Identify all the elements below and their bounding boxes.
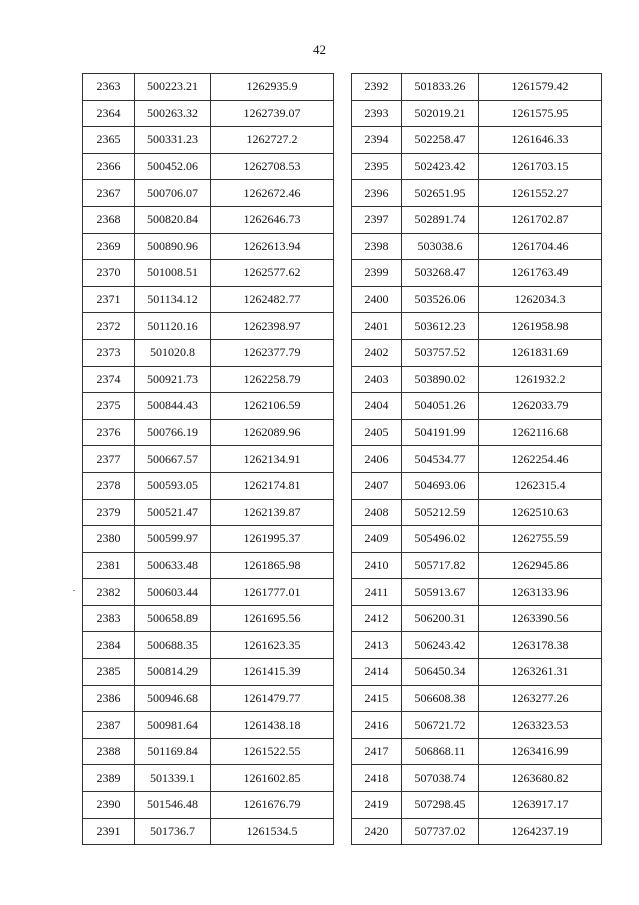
x-coordinate-cell: 500593.05 [135, 472, 211, 499]
point-number-cell: 2390 [83, 792, 135, 819]
y-coordinate-cell: 1261479.77 [211, 685, 334, 712]
point-number-cell: 2410 [352, 552, 402, 579]
table-row [83, 233, 334, 260]
x-coordinate-cell: 506608.38 [402, 685, 479, 712]
y-coordinate-cell: 1262139.87 [211, 499, 334, 526]
table-row [83, 499, 334, 526]
table-row [83, 286, 334, 313]
point-number-cell: 2396 [352, 180, 402, 207]
y-coordinate-cell: 1261695.56 [211, 605, 334, 632]
table-row [83, 765, 334, 792]
point-number-cell: 2383 [83, 605, 135, 632]
table-row [83, 339, 334, 366]
x-coordinate-cell: 501008.51 [135, 260, 211, 287]
y-coordinate-cell: 1262727.2 [211, 127, 334, 154]
point-number-cell: 2399 [352, 260, 402, 287]
y-coordinate-cell: 1263416.99 [479, 738, 602, 765]
y-coordinate-cell: 1261602.85 [211, 765, 334, 792]
y-coordinate-cell: 1262033.79 [479, 393, 602, 420]
table-row [83, 393, 334, 420]
x-coordinate-cell: 501339.1 [135, 765, 211, 792]
y-coordinate-cell: 1263178.38 [479, 632, 602, 659]
x-coordinate-cell: 502891.74 [402, 206, 479, 233]
x-coordinate-cell: 502258.47 [402, 127, 479, 154]
y-coordinate-cell: 1262646.73 [211, 206, 334, 233]
x-coordinate-cell: 503890.02 [402, 366, 479, 393]
point-number-cell: 2380 [83, 526, 135, 553]
y-coordinate-cell: 1261831.69 [479, 339, 602, 366]
table-row [83, 472, 334, 499]
x-coordinate-cell: 506721.72 [402, 712, 479, 739]
table-row [83, 313, 334, 340]
y-coordinate-cell: 1262739.07 [211, 100, 334, 127]
x-coordinate-cell: 500599.97 [135, 526, 211, 553]
table-row [83, 153, 334, 180]
table-row [352, 472, 602, 499]
x-coordinate-cell: 506243.42 [402, 632, 479, 659]
y-coordinate-cell: 1261703.15 [479, 153, 602, 180]
x-coordinate-cell: 507737.02 [402, 818, 479, 845]
x-coordinate-cell: 500521.47 [135, 499, 211, 526]
table-row [352, 818, 602, 845]
x-coordinate-cell: 506200.31 [402, 605, 479, 632]
y-coordinate-cell: 1261534.5 [211, 818, 334, 845]
table-row [352, 446, 602, 473]
x-coordinate-cell: 505913.67 [402, 579, 479, 606]
y-coordinate-cell: 1261777.01 [211, 579, 334, 606]
x-coordinate-cell: 500946.68 [135, 685, 211, 712]
y-coordinate-cell: 1261579.42 [479, 74, 602, 101]
y-coordinate-cell: 1261865.98 [211, 552, 334, 579]
point-number-cell: 2385 [83, 659, 135, 686]
point-number-cell: 2406 [352, 446, 402, 473]
x-coordinate-cell: 506868.11 [402, 738, 479, 765]
x-coordinate-cell: 501833.26 [402, 74, 479, 101]
x-coordinate-cell: 503612.23 [402, 313, 479, 340]
x-coordinate-cell: 503757.52 [402, 339, 479, 366]
point-number-cell: 2397 [352, 206, 402, 233]
x-coordinate-cell: 505212.59 [402, 499, 479, 526]
point-number-cell: 2391 [83, 818, 135, 845]
x-coordinate-cell: 502019.21 [402, 100, 479, 127]
table-row [352, 552, 602, 579]
table-row [83, 526, 334, 553]
point-number-cell: 2377 [83, 446, 135, 473]
x-coordinate-cell: 500921.73 [135, 366, 211, 393]
y-coordinate-cell: 1262613.94 [211, 233, 334, 260]
y-coordinate-cell: 1262089.96 [211, 419, 334, 446]
point-number-cell: 2411 [352, 579, 402, 606]
table-row [352, 792, 602, 819]
point-number-cell: 2398 [352, 233, 402, 260]
x-coordinate-cell: 504693.06 [402, 472, 479, 499]
table-row [352, 712, 602, 739]
y-coordinate-cell: 1263390.56 [479, 605, 602, 632]
point-number-cell: 2371 [83, 286, 135, 313]
point-number-cell: 2363 [83, 74, 135, 101]
y-coordinate-cell: 1261415.39 [211, 659, 334, 686]
point-number-cell: 2367 [83, 180, 135, 207]
point-number-cell: 2364 [83, 100, 135, 127]
point-number-cell: 2394 [352, 127, 402, 154]
x-coordinate-cell: 504051.26 [402, 393, 479, 420]
x-coordinate-cell: 500844.43 [135, 393, 211, 420]
point-number-cell: 2402 [352, 339, 402, 366]
point-number-cell: 2392 [352, 74, 402, 101]
x-coordinate-cell: 506450.34 [402, 659, 479, 686]
table-row [83, 260, 334, 287]
y-coordinate-cell: 1261623.35 [211, 632, 334, 659]
table-row [83, 446, 334, 473]
point-number-cell: 2388 [83, 738, 135, 765]
x-coordinate-cell: 505717.82 [402, 552, 479, 579]
point-number-cell: 2382 [83, 579, 135, 606]
point-number-cell: 2376 [83, 419, 135, 446]
x-coordinate-cell: 501546.48 [135, 792, 211, 819]
x-coordinate-cell: 500688.35 [135, 632, 211, 659]
y-coordinate-cell: 1261932.2 [479, 366, 602, 393]
y-coordinate-cell: 1262377.79 [211, 339, 334, 366]
x-coordinate-cell: 501736.7 [135, 818, 211, 845]
y-coordinate-cell: 1261522.55 [211, 738, 334, 765]
point-number-cell: 2407 [352, 472, 402, 499]
x-coordinate-cell: 500981.64 [135, 712, 211, 739]
coordinate-table-left [82, 73, 334, 845]
table-row [83, 206, 334, 233]
y-coordinate-cell: 1261552.27 [479, 180, 602, 207]
table-row [352, 499, 602, 526]
point-number-cell: 2419 [352, 792, 402, 819]
y-coordinate-cell: 1262510.63 [479, 499, 602, 526]
point-number-cell: 2400 [352, 286, 402, 313]
table-row [352, 765, 602, 792]
point-number-cell: 2365 [83, 127, 135, 154]
table-row [352, 393, 602, 420]
y-coordinate-cell: 1263323.53 [479, 712, 602, 739]
table-row [352, 685, 602, 712]
point-number-cell: 2379 [83, 499, 135, 526]
point-number-cell: 2408 [352, 499, 402, 526]
y-coordinate-cell: 1261763.49 [479, 260, 602, 287]
y-coordinate-cell: 1262034.3 [479, 286, 602, 313]
x-coordinate-cell: 500658.89 [135, 605, 211, 632]
table-row [352, 74, 602, 101]
point-number-cell: 2418 [352, 765, 402, 792]
y-coordinate-cell: 1261646.33 [479, 127, 602, 154]
y-coordinate-cell: 1262106.59 [211, 393, 334, 420]
table-row [352, 659, 602, 686]
y-coordinate-cell: 1261995.37 [211, 526, 334, 553]
point-number-cell: 2403 [352, 366, 402, 393]
point-number-cell: 2372 [83, 313, 135, 340]
x-coordinate-cell: 500814.29 [135, 659, 211, 686]
point-number-cell: 2386 [83, 685, 135, 712]
table-row [352, 233, 602, 260]
table-row [352, 366, 602, 393]
table-row [83, 180, 334, 207]
table-row [352, 526, 602, 553]
y-coordinate-cell: 1263133.96 [479, 579, 602, 606]
x-coordinate-cell: 500331.23 [135, 127, 211, 154]
page-number: 42 [313, 42, 326, 57]
table-row [352, 605, 602, 632]
x-coordinate-cell: 504191.99 [402, 419, 479, 446]
y-coordinate-cell: 1262258.79 [211, 366, 334, 393]
point-number-cell: 2401 [352, 313, 402, 340]
y-coordinate-cell: 1262482.77 [211, 286, 334, 313]
table-row [352, 180, 602, 207]
point-number-cell: 2384 [83, 632, 135, 659]
x-coordinate-cell: 500603.44 [135, 579, 211, 606]
x-coordinate-cell: 503038.6 [402, 233, 479, 260]
point-number-cell: 2416 [352, 712, 402, 739]
x-coordinate-cell: 501169.84 [135, 738, 211, 765]
y-coordinate-cell: 1262398.97 [211, 313, 334, 340]
y-coordinate-cell: 1261438.18 [211, 712, 334, 739]
table-row [352, 579, 602, 606]
point-number-cell: 2409 [352, 526, 402, 553]
x-coordinate-cell: 503268.47 [402, 260, 479, 287]
table-row [83, 632, 334, 659]
table-row [83, 366, 334, 393]
x-coordinate-cell: 500223.21 [135, 74, 211, 101]
point-number-cell: 2393 [352, 100, 402, 127]
point-number-cell: 2395 [352, 153, 402, 180]
table-row [352, 153, 602, 180]
table-row [83, 605, 334, 632]
point-number-cell: 2381 [83, 552, 135, 579]
scan-speck [73, 590, 75, 591]
x-coordinate-cell: 505496.02 [402, 526, 479, 553]
x-coordinate-cell: 501020.8 [135, 339, 211, 366]
table-row [352, 738, 602, 765]
y-coordinate-cell: 1262116.68 [479, 419, 602, 446]
table-row [83, 127, 334, 154]
table-row [352, 286, 602, 313]
y-coordinate-cell: 1262315.4 [479, 472, 602, 499]
y-coordinate-cell: 1262708.53 [211, 153, 334, 180]
point-number-cell: 2387 [83, 712, 135, 739]
y-coordinate-cell: 1263277.26 [479, 685, 602, 712]
point-number-cell: 2417 [352, 738, 402, 765]
x-coordinate-cell: 502423.42 [402, 153, 479, 180]
y-coordinate-cell: 1262134.91 [211, 446, 334, 473]
x-coordinate-cell: 500706.07 [135, 180, 211, 207]
y-coordinate-cell: 1264237.19 [479, 818, 602, 845]
y-coordinate-cell: 1263917.17 [479, 792, 602, 819]
point-number-cell: 2366 [83, 153, 135, 180]
point-number-cell: 2375 [83, 393, 135, 420]
point-number-cell: 2370 [83, 260, 135, 287]
point-number-cell: 2368 [83, 206, 135, 233]
table-row [352, 339, 602, 366]
table-row [83, 419, 334, 446]
x-coordinate-cell: 501120.16 [135, 313, 211, 340]
x-coordinate-cell: 503526.06 [402, 286, 479, 313]
point-number-cell: 2378 [83, 472, 135, 499]
table-row [83, 792, 334, 819]
table-row [83, 738, 334, 765]
table-row [352, 313, 602, 340]
table-row [83, 74, 334, 101]
x-coordinate-cell: 507038.74 [402, 765, 479, 792]
x-coordinate-cell: 500820.84 [135, 206, 211, 233]
x-coordinate-cell: 504534.77 [402, 446, 479, 473]
x-coordinate-cell: 502651.95 [402, 180, 479, 207]
x-coordinate-cell: 500667.57 [135, 446, 211, 473]
y-coordinate-cell: 1262174.81 [211, 472, 334, 499]
point-number-cell: 2405 [352, 419, 402, 446]
table-row [83, 685, 334, 712]
y-coordinate-cell: 1261575.95 [479, 100, 602, 127]
point-number-cell: 2414 [352, 659, 402, 686]
x-coordinate-cell: 501134.12 [135, 286, 211, 313]
y-coordinate-cell: 1261676.79 [211, 792, 334, 819]
table-row [352, 206, 602, 233]
point-number-cell: 2374 [83, 366, 135, 393]
y-coordinate-cell: 1261704.46 [479, 233, 602, 260]
x-coordinate-cell: 500633.48 [135, 552, 211, 579]
table-row [83, 712, 334, 739]
table-row [352, 260, 602, 287]
y-coordinate-cell: 1263680.82 [479, 765, 602, 792]
y-coordinate-cell: 1262935.9 [211, 74, 334, 101]
point-number-cell: 2413 [352, 632, 402, 659]
table-row [83, 659, 334, 686]
x-coordinate-cell: 500452.06 [135, 153, 211, 180]
coordinate-table-right-body [352, 74, 602, 845]
point-number-cell: 2420 [352, 818, 402, 845]
y-coordinate-cell: 1262672.46 [211, 180, 334, 207]
coordinate-table-left-body [83, 74, 334, 845]
x-coordinate-cell: 500890.96 [135, 233, 211, 260]
y-coordinate-cell: 1262577.62 [211, 260, 334, 287]
y-coordinate-cell: 1262755.59 [479, 526, 602, 553]
table-row [83, 579, 334, 606]
table-row [352, 632, 602, 659]
point-number-cell: 2369 [83, 233, 135, 260]
x-coordinate-cell: 507298.45 [402, 792, 479, 819]
point-number-cell: 2389 [83, 765, 135, 792]
table-row [83, 552, 334, 579]
y-coordinate-cell: 1262254.46 [479, 446, 602, 473]
x-coordinate-cell: 500766.19 [135, 419, 211, 446]
point-number-cell: 2415 [352, 685, 402, 712]
table-row [83, 818, 334, 845]
point-number-cell: 2412 [352, 605, 402, 632]
x-coordinate-cell: 500263.32 [135, 100, 211, 127]
y-coordinate-cell: 1261958.98 [479, 313, 602, 340]
table-row [352, 100, 602, 127]
y-coordinate-cell: 1261702.87 [479, 206, 602, 233]
coordinate-table-right [351, 73, 602, 845]
table-row [352, 127, 602, 154]
table-row [83, 100, 334, 127]
y-coordinate-cell: 1263261.31 [479, 659, 602, 686]
table-row [352, 419, 602, 446]
y-coordinate-cell: 1262945.86 [479, 552, 602, 579]
point-number-cell: 2373 [83, 339, 135, 366]
point-number-cell: 2404 [352, 393, 402, 420]
